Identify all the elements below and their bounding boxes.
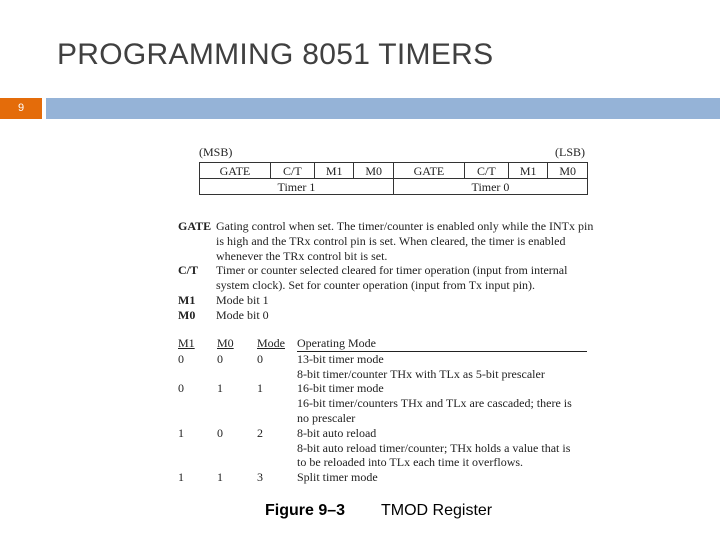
cell-m1: 0 [178, 381, 184, 396]
lsb-label: (LSB) [555, 145, 585, 159]
register-bit: C/T [270, 163, 314, 179]
bit-definitions [178, 219, 606, 323]
register-bit: GATE [393, 163, 464, 179]
cell-desc: no prescaler [297, 410, 356, 425]
register-bit: M0 [354, 163, 394, 179]
header-m0: M0 [217, 336, 234, 350]
cell-desc: Split timer mode [297, 470, 378, 485]
timer1-group: Timer 1 [200, 179, 394, 195]
definition-line: is high and the TRx control pin is set. When cleared, the timer is enabled [216, 233, 566, 248]
modes-row [178, 396, 587, 411]
cell-m1: 1 [178, 425, 184, 440]
modes-row [178, 352, 587, 367]
definition-line: whenever the TRx control bit is set. [216, 248, 388, 263]
register-bit: M0 [548, 163, 588, 179]
cell-desc: to be reloaded into TLx each time it overflows. [297, 455, 524, 470]
cell-desc: 13-bit timer mode [297, 351, 384, 366]
definition-key: M0 [178, 307, 196, 322]
cell-mode [257, 396, 297, 411]
register-group-row [200, 179, 588, 195]
tmod-register-table [199, 162, 588, 195]
definition-key: C/T [178, 263, 199, 278]
cell-m1 [178, 441, 217, 456]
cell-mode: 2 [257, 425, 263, 440]
register-bit: M1 [508, 163, 548, 179]
register-bit: C/T [464, 163, 508, 179]
cell-m0 [217, 396, 257, 411]
slide-number: 9 [0, 98, 42, 119]
cell-m1: 0 [178, 351, 184, 366]
header-operating-mode: Operating Mode [297, 336, 587, 352]
msb-label: (MSB) [199, 145, 233, 159]
cell-m0: 0 [217, 351, 223, 366]
cell-mode: 3 [257, 470, 263, 485]
cell-mode [257, 441, 297, 456]
modes-header-row [178, 336, 587, 352]
definition-gate [178, 219, 606, 263]
cell-mode [257, 455, 297, 470]
cell-m1 [178, 396, 217, 411]
modes-row [178, 455, 587, 470]
modes-row [178, 470, 587, 485]
cell-m1 [178, 455, 217, 470]
modes-row [178, 441, 587, 456]
modes-row [178, 367, 587, 382]
definition-key: GATE [178, 219, 212, 233]
definition-m1 [178, 293, 606, 308]
timer0-group: Timer 0 [393, 179, 587, 195]
cell-m0: 1 [217, 470, 223, 485]
cell-mode: 0 [257, 351, 263, 366]
cell-m0 [217, 455, 257, 470]
figure-number: Figure 9–3 [265, 502, 346, 519]
header-m1: M1 [178, 336, 195, 350]
register-bit: GATE [200, 163, 271, 179]
slide-title: PROGRAMMING 8051 TIMERS [57, 38, 494, 71]
modes-table [178, 336, 587, 485]
register-bit: M1 [314, 163, 354, 179]
figure-title: TMOD Register [381, 502, 493, 519]
definition-m0 [178, 308, 606, 323]
cell-desc: 8-bit timer/counter THx with TLx as 5-bit prescaler [297, 366, 545, 381]
definition-line: Gating control when set. The timer/counter is enabled only while the INTx pin [216, 219, 594, 233]
definition-ct [178, 263, 606, 293]
cell-desc: 8-bit auto reload [297, 425, 377, 440]
cell-m0: 0 [217, 425, 223, 440]
header-mode: Mode [257, 336, 285, 350]
modes-row [178, 411, 587, 426]
cell-mode [257, 367, 297, 382]
modes-row [178, 426, 587, 441]
register-bit-row [200, 163, 588, 179]
definition-line: system clock). Set for counter operation (input from Tx input pin). [216, 278, 536, 293]
definition-line: Timer or counter selected cleared for timer operation (input from internal [216, 263, 568, 278]
definition-line: Mode bit 0 [216, 307, 269, 322]
cell-desc: 16-bit timer mode [297, 381, 384, 396]
header-bar [46, 98, 720, 119]
cell-m1 [178, 411, 217, 426]
cell-mode [257, 411, 297, 426]
cell-m0: 1 [217, 381, 223, 396]
cell-mode: 1 [257, 381, 263, 396]
modes-row [178, 381, 587, 396]
cell-desc: 16-bit timer/counters THx and TLx are cascaded; there is [297, 396, 572, 411]
cell-m0 [217, 411, 257, 426]
cell-m1 [178, 367, 217, 382]
definition-line: Mode bit 1 [216, 292, 269, 307]
cell-m0 [217, 441, 257, 456]
cell-m1: 1 [178, 470, 184, 485]
definition-key: M1 [178, 292, 196, 307]
cell-m0 [217, 367, 257, 382]
cell-desc: 8-bit auto reload timer/counter; THx holds a value that is [297, 440, 571, 455]
